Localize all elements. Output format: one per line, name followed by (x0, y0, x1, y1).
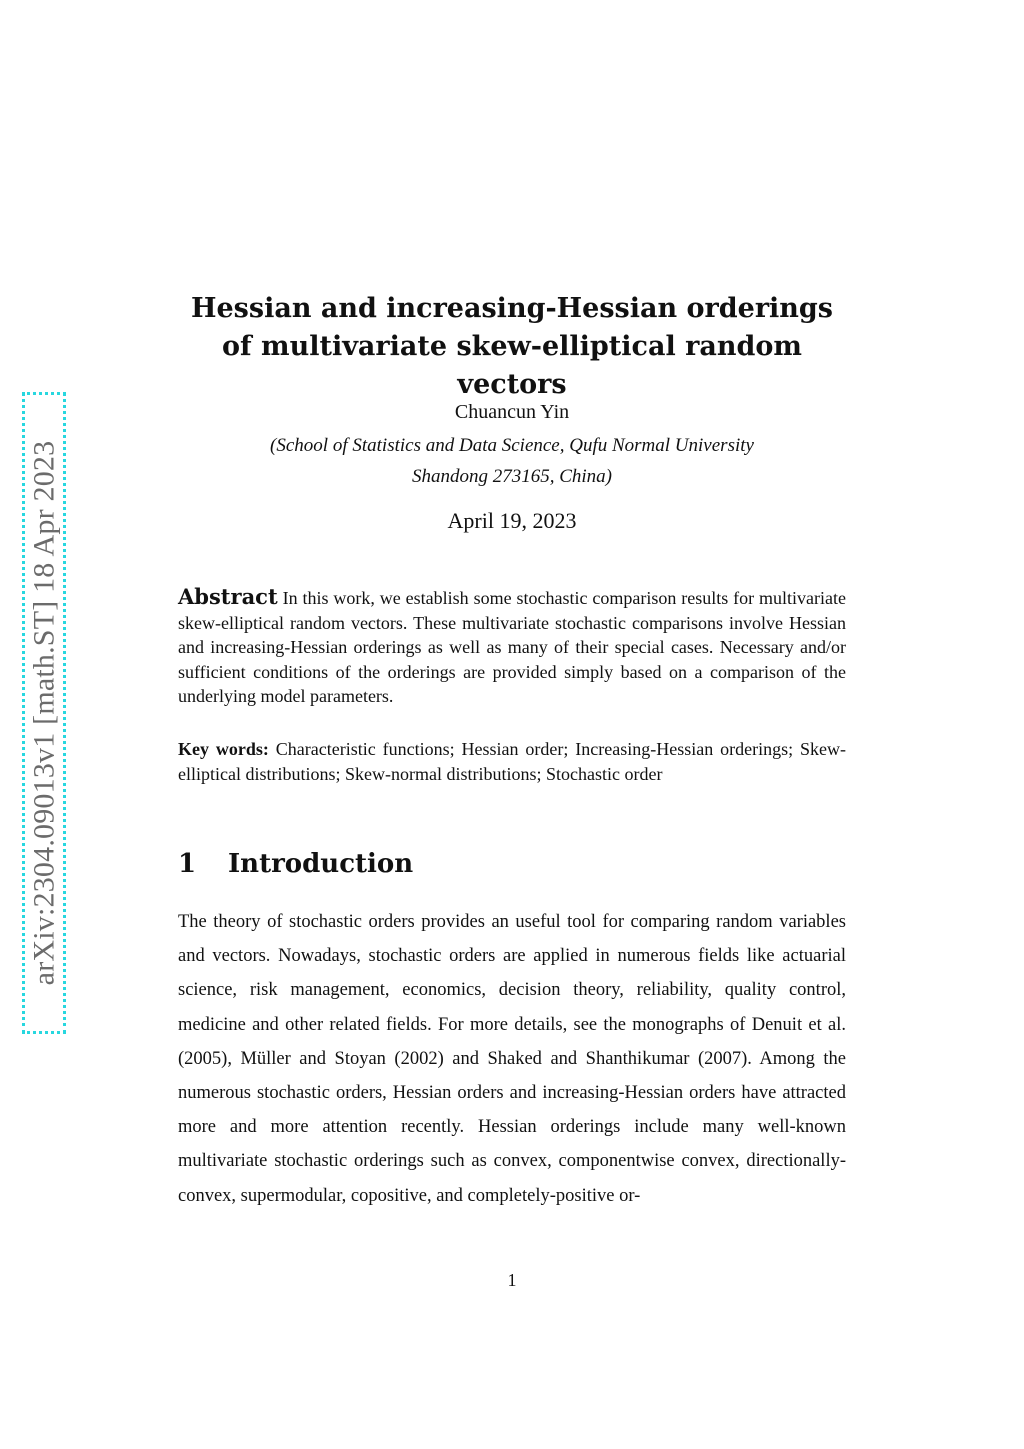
abstract-heading: Abstract (178, 584, 278, 609)
keywords-text: Characteristic functions; Hessian order; Increasing-Hessian orderings; Skew-elliptical distributions; Skew-normal distributions; Stochastic order (178, 739, 846, 784)
page-number: 1 (507, 1270, 517, 1290)
affiliation-line-1: (School of Statistics and Data Science, Qufu Normal University (270, 435, 754, 456)
author-name: Chuancun Yin (454, 401, 570, 423)
keywords-heading: Key words: (178, 739, 269, 759)
section-number: 1 (178, 849, 197, 879)
arxiv-stamp (22, 392, 66, 1034)
paper-date: April 19, 2023 (447, 508, 577, 533)
introduction-paragraph: The theory of stochastic orders provides an useful tool for comparing random variables and vectors. Nowadays, stochastic orders are applied in numerous fields like actuarial science, risk management, economics, decision theory, reliability, quality control, medicine and other related fields. For more details, see the monographs of Denuit et al. (2005), Müller and Stoyan (2002) and Shaked and Shanthikumar (2007). Among the numerous stochastic orders, Hessian orders and increasing-Hessian orders have attracted more and more attention recently. Hessian orderings include many well-known multivariate stochastic orderings such as convex, componentwise convex, directionally-convex, supermodular, copositive, and completely-positive or- (178, 912, 846, 1206)
abstract-text: In this work, we establish some stochastic comparison results for multivariate skew-elliptical random vectors. These multivariate stochastic comparisons involve Hessian and increasing-Hessian orderings as well as many of their special cases. Necessary and/or sufficient conditions of the orderings are provided simply based on a comparison of the underlying model parameters. (178, 588, 846, 707)
section-title: Introduction (228, 849, 414, 879)
abstract (178, 585, 846, 709)
section-heading (178, 846, 846, 882)
arxiv-stamp-text: arXiv:2304.09013v1 [math.ST] 18 Apr 2023 (27, 440, 60, 986)
paper-title: Hessian and increasing-Hessian orderings of multivariate skew-elliptical random vectors (190, 293, 834, 400)
author-affiliation (178, 430, 846, 492)
affiliation-line-2: Shandong 273165, China) (411, 466, 613, 487)
keywords (178, 737, 846, 786)
